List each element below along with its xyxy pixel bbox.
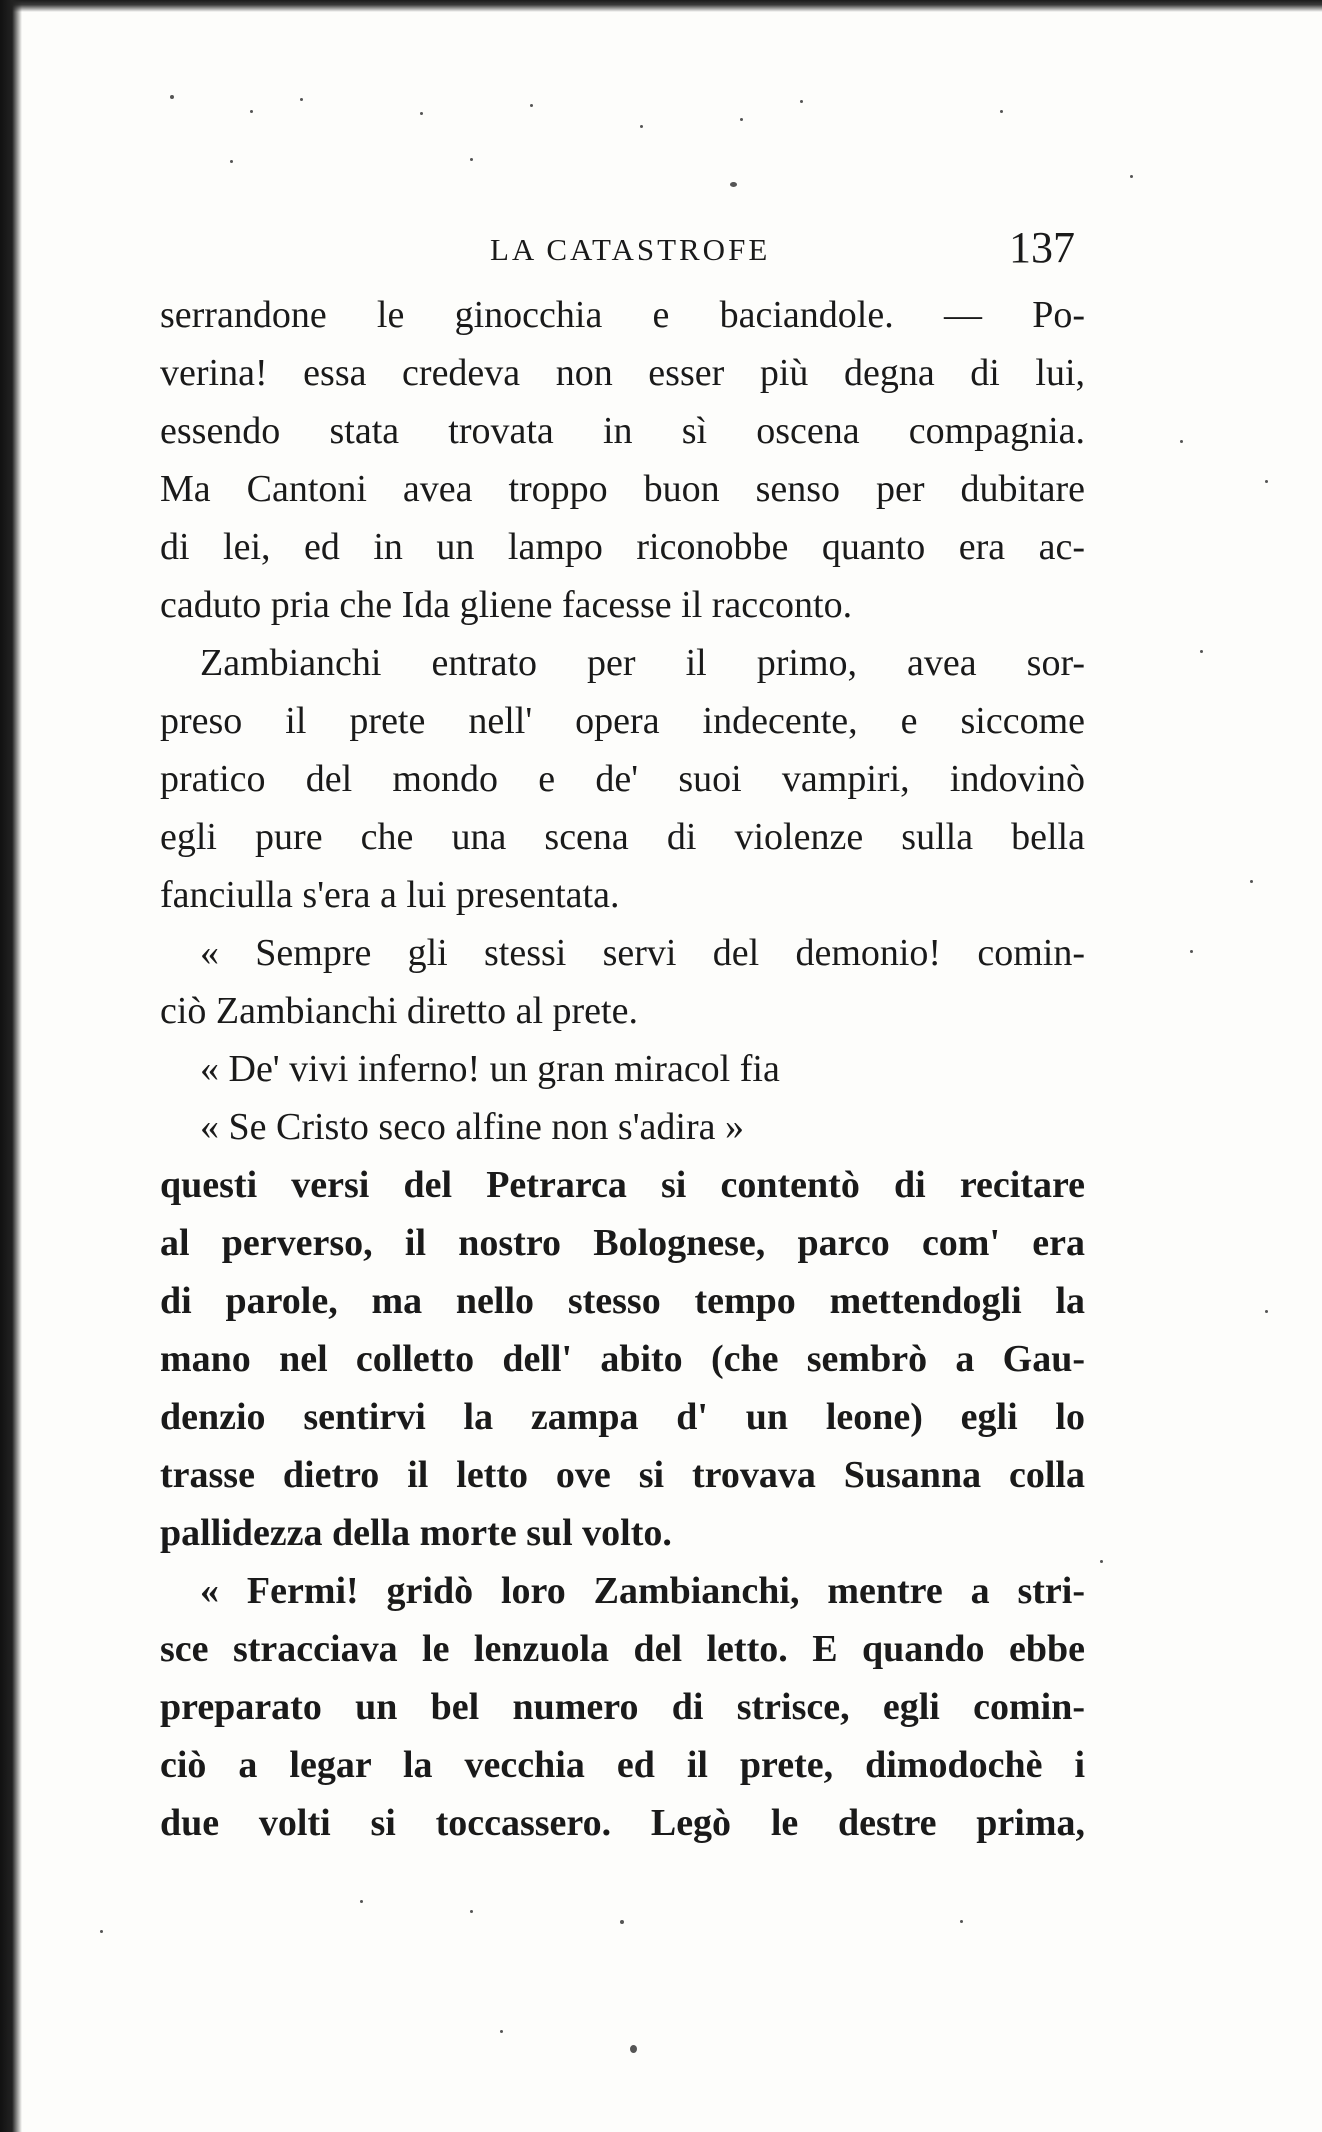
- text-line: trasse dietro il letto ove si trovava Susanna colla: [160, 1454, 1085, 1496]
- text-line: caduto pria che Ida gliene facesse il racconto.: [160, 584, 853, 626]
- text-line: egli pure che una scena di violenze sulla bella: [160, 816, 1085, 858]
- body-text: [160, 286, 1085, 1852]
- text-line: di lei, ed in un lampo riconobbe quanto era ac-: [160, 526, 1085, 568]
- text-line: Ma Cantoni avea troppo buon senso per dubitare: [160, 468, 1085, 510]
- page-header: [490, 223, 1075, 278]
- text-line: verina! essa credeva non esser più degna di lui,: [160, 352, 1085, 394]
- text-line: « Fermi! gridò loro Zambianchi, mentre a stri-: [200, 1570, 1085, 1612]
- text-line: di parole, ma nello stesso tempo mettendogli la: [160, 1280, 1085, 1322]
- text-line: pallidezza della morte sul volto.: [160, 1512, 672, 1554]
- text-line: « Sempre gli stessi servi del demonio! comin-: [200, 932, 1085, 974]
- text-line: pratico del mondo e de' suoi vampiri, indovinò: [160, 758, 1085, 800]
- scan-left-edge: [0, 0, 22, 2132]
- text-line: ciò a legar la vecchia ed il prete, dimodochè i: [160, 1744, 1085, 1786]
- text-line: essendo stata trovata in sì oscena compagnia.: [160, 410, 1085, 452]
- verse-line: « De' vivi inferno! un gran miracol fia: [200, 1048, 780, 1090]
- text-line: denzio sentirvi la zampa d' un leone) egli lo: [160, 1396, 1085, 1438]
- text-line: ciò Zambianchi diretto al prete.: [160, 990, 638, 1032]
- text-line: due volti si toccassero. Legò le destre prima,: [160, 1802, 1085, 1844]
- text-line: Zambianchi entrato per il primo, avea sor-: [200, 642, 1085, 684]
- running-head: LA CATASTROFE: [490, 232, 771, 267]
- scan-top-edge: [0, 0, 1322, 12]
- text-line: al perverso, il nostro Bolognese, parco com' era: [160, 1222, 1085, 1264]
- text-line: mano nel colletto dell' abito (che sembrò a Gau-: [160, 1338, 1085, 1380]
- text-line: preso il prete nell' opera indecente, e siccome: [160, 700, 1085, 742]
- text-line: sce stracciava le lenzuola del letto. E quando ebbe: [160, 1628, 1085, 1670]
- text-line: questi versi del Petrarca si contentò di recitare: [160, 1164, 1085, 1206]
- text-line: serrandone le ginocchia e baciandole. — Po-: [160, 294, 1085, 336]
- page-number: 137: [1009, 223, 1075, 272]
- text-line: fanciulla s'era a lui presentata.: [160, 874, 620, 916]
- text-line: preparato un bel numero di strisce, egli comin-: [160, 1686, 1085, 1728]
- verse-line: « Se Cristo seco alfine non s'adira »: [200, 1106, 745, 1148]
